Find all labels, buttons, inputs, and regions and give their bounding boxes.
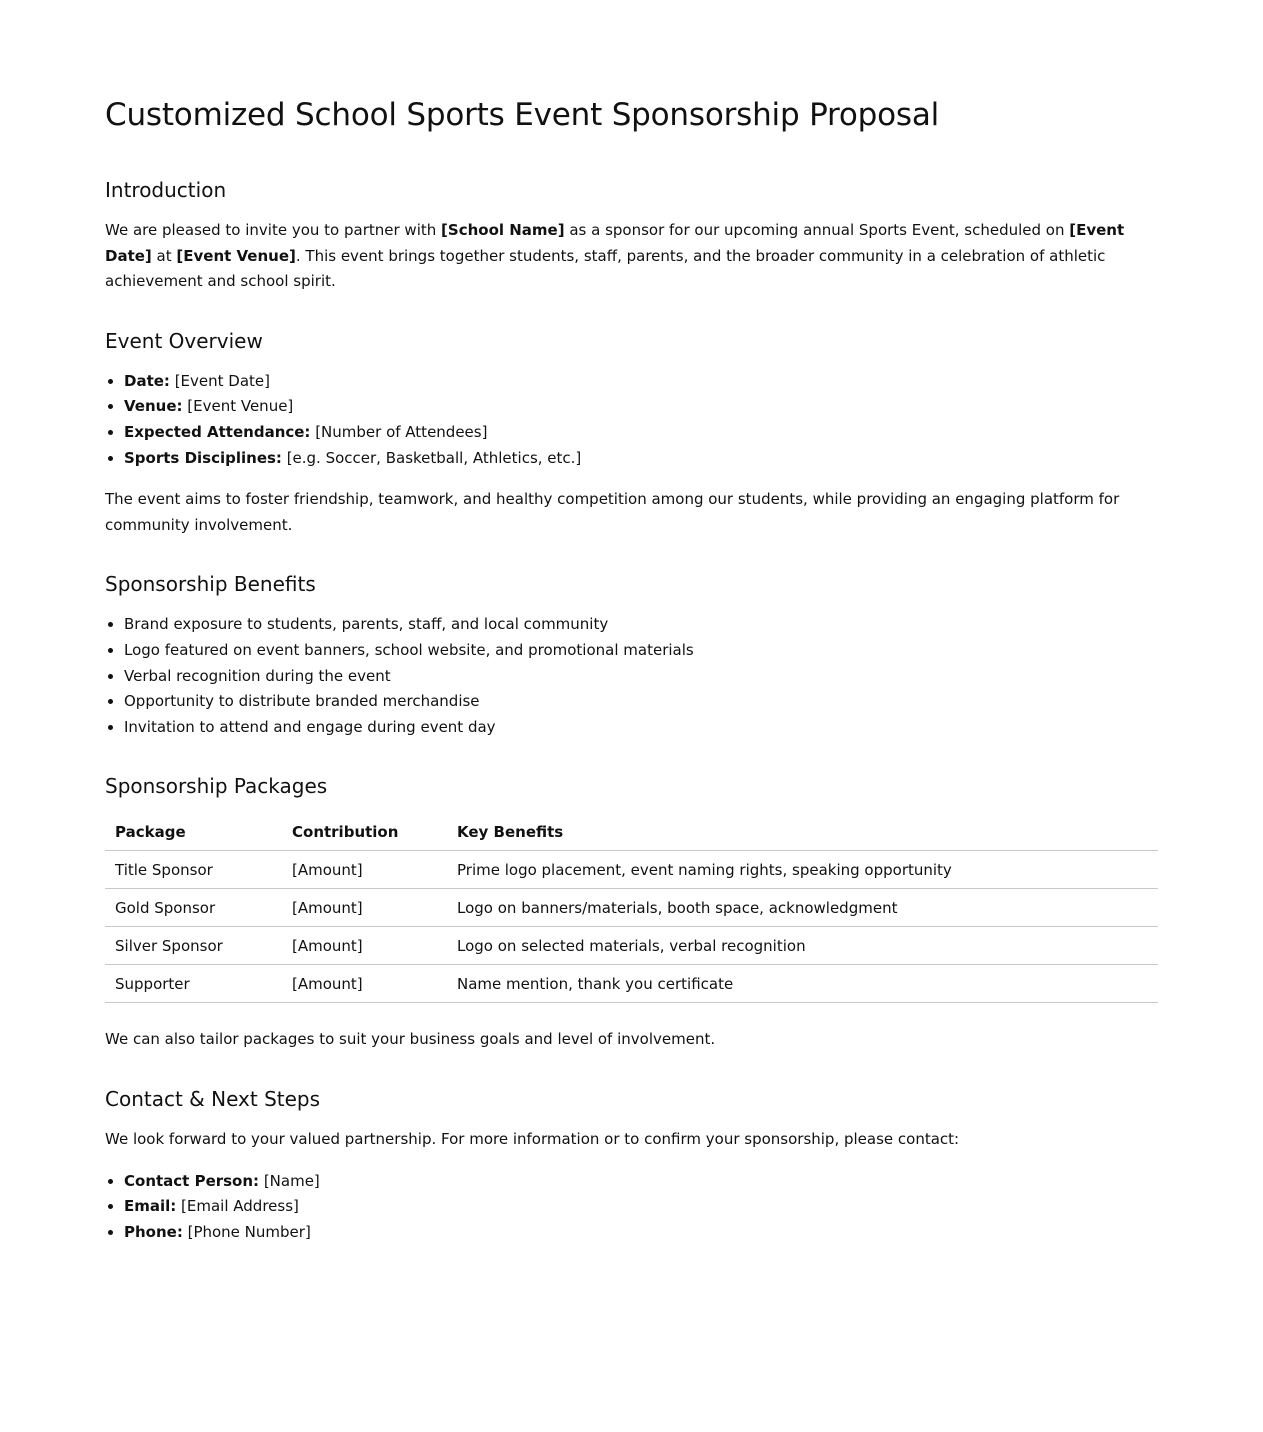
list-item <box>124 1220 1158 1246</box>
benefits-cell: Name mention, thank you certificate <box>447 965 1158 1003</box>
contribution-cell: [Amount] <box>282 965 447 1003</box>
list-item: • Invitation to attend and engage during event day <box>124 715 1158 741</box>
list-item <box>124 1194 1158 1220</box>
text: . This event brings together students, staff, parents, and the broader community in a celebration of athletic achievement and school spirit. <box>105 246 1106 291</box>
page-title: Customized School Sports Event Sponsorship Proposal <box>105 97 940 133</box>
table-row <box>105 889 1158 927</box>
benefits-section <box>105 568 1158 740</box>
package-cell: Title Sponsor <box>105 851 282 889</box>
introduction-section <box>105 174 1158 295</box>
contact-heading: Contact & Next Steps <box>105 1086 321 1111</box>
overview-section <box>105 325 1158 539</box>
item-value: [Email Address] <box>176 1197 299 1216</box>
contribution-cell: [Amount] <box>282 889 447 927</box>
benefits-cell: Prime logo placement, event naming rights, speaking opportunity <box>447 851 1158 889</box>
list-item: • Brand exposure to students, parents, staff, and local community <box>124 612 1158 638</box>
table-row <box>105 927 1158 965</box>
list-item: • Opportunity to distribute branded merchandise <box>124 689 1158 715</box>
event-date-placeholder: [Event Date] <box>105 221 1125 265</box>
packages-section <box>105 770 1158 1053</box>
text: as a sponsor for our upcoming annual Sports Event, scheduled on <box>564 221 1070 239</box>
contact-list <box>105 1169 1158 1246</box>
school-name-placeholder: [School Name] <box>441 221 565 239</box>
event-venue-placeholder: [Event Venue] <box>176 246 296 265</box>
list-item <box>124 1169 1158 1195</box>
item-value: [Phone Number] <box>182 1222 311 1241</box>
text: We are pleased to invite you to partner with <box>105 221 442 239</box>
item-value: [Number of Attendees] <box>310 422 488 441</box>
package-cell: Gold Sponsor <box>105 889 282 927</box>
packages-heading: Sponsorship Packages <box>105 774 328 799</box>
contact-section <box>105 1083 1158 1245</box>
table-header-row <box>105 814 1158 851</box>
contribution-cell: [Amount] <box>282 927 447 965</box>
introduction-paragraph <box>105 218 1158 295</box>
item-label: Date: <box>124 371 170 390</box>
item-value: [e.g. Soccer, Basketball, Athletics, etc.] <box>281 448 582 467</box>
packages-note: We can also tailor packages to suit your business goals and level of involvement. <box>105 1030 716 1049</box>
package-cell: Supporter <box>105 965 282 1003</box>
item-value: [Name] <box>259 1171 320 1190</box>
benefits-list <box>105 612 1158 740</box>
overview-paragraph: The event aims to foster friendship, teamwork, and healthy competition among our students, while providing an engaging platform for community involvement. <box>105 490 1120 534</box>
item-label: Venue: <box>124 397 183 416</box>
benefits-heading: Sponsorship Benefits <box>105 572 316 597</box>
contact-paragraph: We look forward to your valued partnership. For more information or to confirm your sponsorship, please contact: <box>105 1129 960 1148</box>
item-value: [Event Venue] <box>182 397 294 416</box>
list-item <box>124 369 1158 395</box>
overview-list <box>105 369 1158 471</box>
list-item <box>124 394 1158 420</box>
item-label: Email: <box>124 1197 177 1216</box>
introduction-heading: Introduction <box>105 178 227 202</box>
list-item: • Verbal recognition during the event <box>124 664 1158 690</box>
package-cell: Silver Sponsor <box>105 927 282 965</box>
column-header-key-benefits: Key Benefits <box>447 814 1158 851</box>
item-value: [Event Date] <box>169 371 270 390</box>
list-item <box>124 420 1158 446</box>
item-label: Phone: <box>124 1222 183 1241</box>
contribution-cell: [Amount] <box>282 851 447 889</box>
overview-heading: Event Overview <box>105 328 263 353</box>
benefits-cell: Logo on selected materials, verbal recognition <box>447 927 1158 965</box>
table-row <box>105 851 1158 889</box>
column-header-contribution: Contribution <box>282 814 447 851</box>
item-label: Sports Disciplines: <box>124 448 282 467</box>
text: at <box>151 246 177 265</box>
item-label: Expected Attendance: <box>124 422 311 441</box>
table-row <box>105 965 1158 1003</box>
list-item: • Logo featured on event banners, school website, and promotional materials <box>124 638 1158 664</box>
list-item <box>124 446 1158 472</box>
item-label: Contact Person: <box>124 1171 260 1190</box>
column-header-package: Package <box>105 814 282 851</box>
packages-table <box>105 814 1158 1003</box>
benefits-cell: Logo on banners/materials, booth space, acknowledgment <box>447 889 1158 927</box>
